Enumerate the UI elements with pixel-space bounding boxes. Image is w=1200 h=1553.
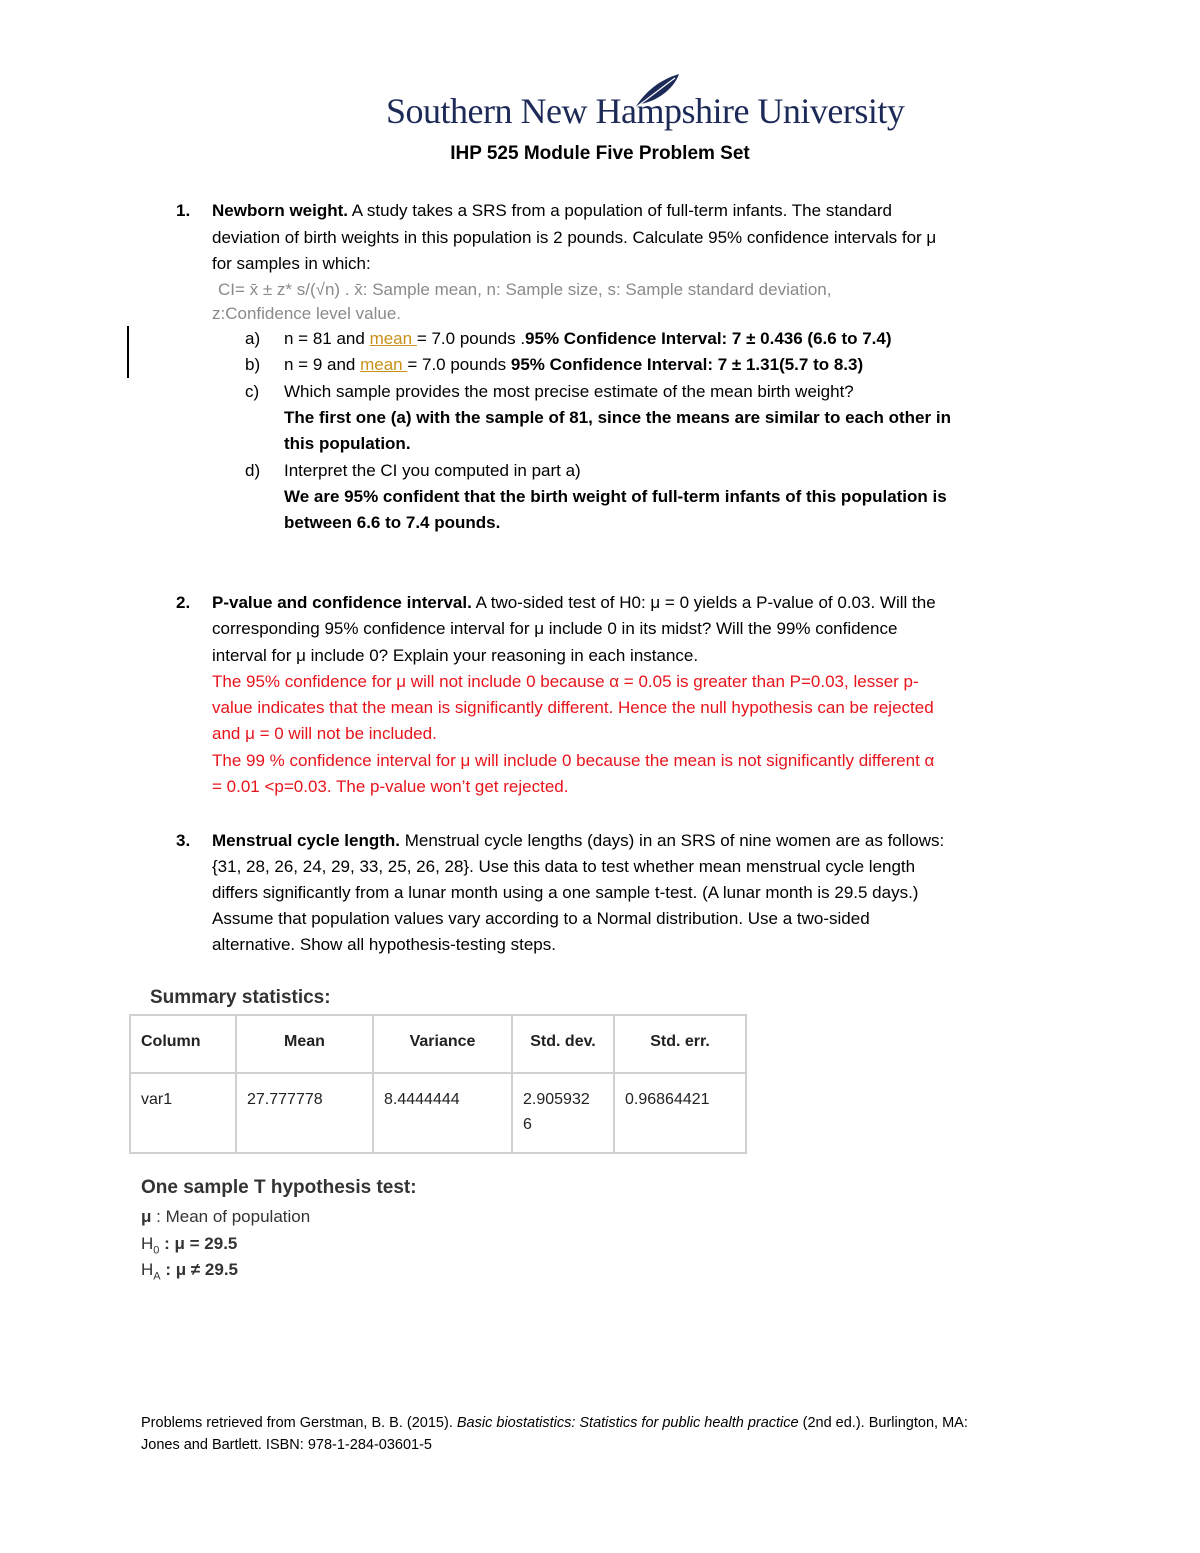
ha-subscript: A [153,1270,161,1283]
q2-number: 2. [176,593,191,612]
q1-a-answer: 95% Confidence Interval: 7 ± 0.436 (6.6 to 7.4) [525,329,892,348]
summary-table [129,1014,747,1154]
q1-d-answer-line1: We are 95% confident that the birth weight of full-term infants of this population is [284,487,947,506]
cell-std-err: 0.96864421 [614,1073,746,1153]
q2-answer-line4: The 99 % confidence interval for μ will include 0 because the mean is not significantly different α [212,751,935,770]
q3-line3: differs significantly from a lunar month using a one sample t-test. (A lunar month is 29.5 days.) [212,883,919,902]
table-row [130,1073,746,1153]
mu-definition [141,1204,310,1230]
q3-line1-text: Menstrual cycle lengths (days) in an SRS of nine women are as follows: [400,831,945,850]
q3-number: 3. [176,831,191,850]
university-logo [386,70,905,140]
mu-description: : Mean of population [151,1207,311,1226]
header-std-dev: Std. dev. [512,1015,614,1073]
q1-c-label: c) [245,382,260,401]
table-header-row [130,1015,746,1073]
q1-intro-line1 [212,198,892,224]
ha-letter: H [141,1260,154,1279]
header-std-err: Std. err. [614,1015,746,1073]
q1-d-answer-line2: between 6.6 to 7.4 pounds. [284,513,501,532]
cell-variance: 8.4444444 [373,1073,512,1153]
q1-b-mean-link[interactable]: mean [360,355,408,374]
header-column: Column [130,1015,236,1073]
q3-heading: Menstrual cycle length. [212,831,400,850]
q1-formula-line1: CI= x̄ ± z* s/(√n) . x̄: Sample mean, n: Sample size, s: Sample standard deviation, [218,280,832,299]
q2-line3: interval for μ include 0? Explain your reasoning in each instance. [212,646,699,665]
q1-b-label: b) [245,355,261,374]
q2-line1 [212,590,936,616]
q1-b-pre: n = 9 and [284,355,361,374]
ha-statement: : μ ≠ 29.5 [160,1260,238,1279]
q1-a-line [284,326,892,352]
summary-title: Summary statistics: [150,987,331,1008]
footer-post: (2nd ed.). Burlington, MA: [798,1415,968,1431]
q1-c-answer-line2: this population. [284,434,411,453]
q1-a-pre: n = 81 and [284,329,370,348]
ttest-title: One sample T hypothesis test: [141,1177,417,1198]
q2-answer-line2: value indicates that the mean is significantly different. Hence the null hypothesis can be rejected [212,698,934,717]
header-mean: Mean [236,1015,373,1073]
q3-line2: {31, 28, 26, 24, 29, 33, 25, 26, 28}. Use this data to test whether mean menstrual cycle length [212,857,916,876]
q1-number: 1. [176,201,191,220]
q1-intro-line2: deviation of birth weights in this population is 2 pounds. Calculate 95% confidence intervals for μ [212,228,937,247]
q1-b-answer: 95% Confidence Interval: 7 ± 1.31(5.7 to 8.3) [510,355,864,374]
alternative-hypothesis [141,1257,238,1289]
q1-c-answer-line1: The first one (a) with the sample of 81, since the means are similar to each other in [284,408,951,427]
h0-statement: : μ = 29.5 [159,1234,238,1253]
h0-subscript: 0 [153,1244,160,1257]
footer-book-title: Basic biostatistics: Statistics for public health practice [456,1415,799,1431]
q1-intro-line3: for samples in which: [212,254,371,273]
q2-answer-line3: and μ = 0 will not be included. [212,724,437,743]
cell-mean: 27.777778 [236,1073,373,1153]
q1-b-post: = 7.0 pounds [407,355,511,374]
logo-text: Southern New Hampshire University [386,91,905,131]
q3-line5: alternative. Show all hypothesis-testing steps. [212,935,556,954]
header-variance: Variance [373,1015,512,1073]
q3-line4: Assume that population values vary according to a Normal distribution. Use a two-sided [212,909,870,928]
footer-line2: Jones and Bartlett. ISBN: 978-1-284-03601-5 [141,1437,432,1453]
q3-line1 [212,828,944,854]
leaf-icon [631,70,681,110]
q1-b-line [284,352,863,378]
cell-std-dev: 2.905932 6 [512,1073,614,1153]
q1-a-label: a) [245,329,261,348]
q1-d-label: d) [245,461,261,480]
q1-intro-text: A study takes a SRS from a population of full-term infants. The standard [348,201,892,220]
q1-heading: Newborn weight. [212,201,348,220]
footer-pre: Problems retrieved from Gerstman, B. B. (2015). [141,1415,457,1431]
q1-a-post: = 7.0 pounds . [416,329,526,348]
q1-a-mean-link[interactable]: mean [369,329,417,348]
q2-answer-line5: = 0.01 <p=0.03. The p-value won’t get rejected. [212,777,569,796]
q2-line2: corresponding 95% confidence interval for μ include 0 in its midst? Will the 99% confidence [212,619,898,638]
revision-bar [127,326,129,378]
document-title: IHP 525 Module Five Problem Set [450,143,750,164]
q2-heading: P-value and confidence interval. [212,593,472,612]
q1-d-question: Interpret the CI you computed in part a) [284,461,581,480]
q2-line1-text: A two-sided test of H0: μ = 0 yields a P-value of 0.03. Will the [471,593,936,612]
footer-citation [141,1412,1071,1456]
q1-c-question: Which sample provides the most precise estimate of the mean birth weight? [284,382,854,401]
q2-answer-line1: The 95% confidence for μ will not include 0 because α = 0.05 is greater than P=0.03, lesser p- [212,672,919,691]
cell-column: var1 [130,1073,236,1153]
mu-symbol: μ [141,1207,152,1226]
q1-formula-line2: z:Confidence level value. [212,304,402,323]
h0-letter: H [141,1234,154,1253]
